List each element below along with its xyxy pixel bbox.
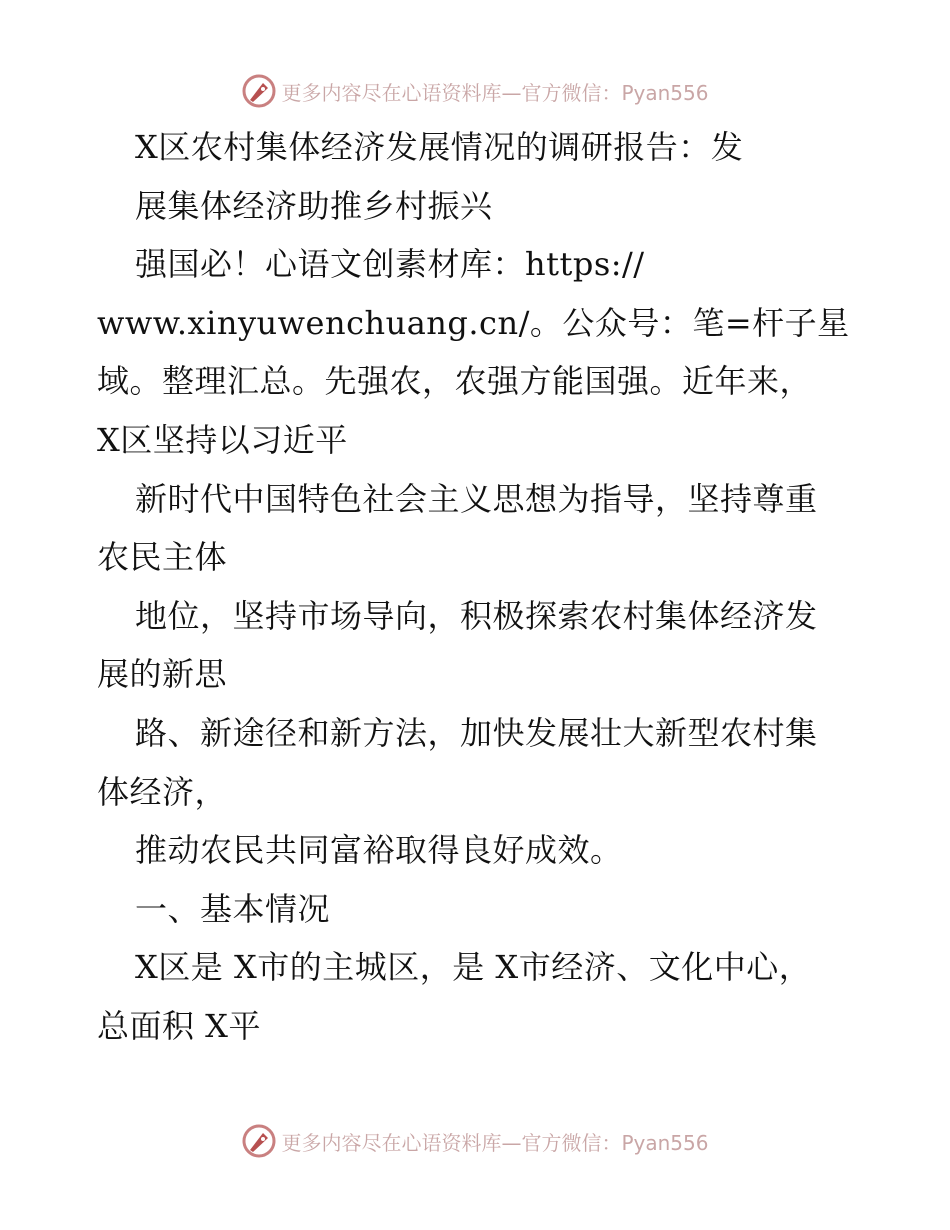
paragraph-line: X区坚持以习近平 <box>97 420 348 459</box>
paragraph-line: 新时代中国特色社会主义思想为指导，坚持尊重 <box>135 479 818 518</box>
footer-watermark <box>0 1121 950 1161</box>
paragraph-line: 总面积 X平 <box>97 1006 261 1045</box>
paragraph-line: 路、新途径和新方法，加快发展壮大新型农村集 <box>135 713 818 752</box>
title-line-1: X区农村集体经济发展情况的调研报告：发 <box>135 128 744 166</box>
pen-nib-logo-icon <box>241 1123 277 1159</box>
document-body <box>97 118 857 1056</box>
header-watermark <box>0 71 950 111</box>
paragraph-line: 域。整理汇总。先强农，农强方能国强。近年来， <box>97 362 813 401</box>
paragraph-line: 展的新思 <box>97 655 228 694</box>
paragraph-line: 强国必！心语文创素材库：https:// <box>135 245 645 284</box>
section-heading: 一、基本情况 <box>135 889 331 928</box>
watermark-text: 更多内容尽在心语资料库—官方微信：Pyan556 <box>281 80 709 105</box>
paragraph-line: 地位，坚持市场导向，积极探索农村集体经济发 <box>135 596 818 635</box>
title-line-2: 展集体经济助推乡村振兴 <box>135 186 493 225</box>
paragraph-line: www.xinyuwenchuang.cn/。公众号：笔=杆子星 <box>97 303 850 342</box>
paragraph-line: X区是 X市的主城区，是 X市经济、文化中心， <box>135 948 812 987</box>
paragraph-line: 推动农民共同富裕取得良好成效。 <box>135 831 623 870</box>
pen-nib-logo-icon <box>241 73 277 109</box>
paragraph-line: 农民主体 <box>97 538 228 577</box>
paragraph-line: 体经济， <box>97 772 228 811</box>
watermark-text: 更多内容尽在心语资料库—官方微信：Pyan556 <box>281 1130 709 1155</box>
